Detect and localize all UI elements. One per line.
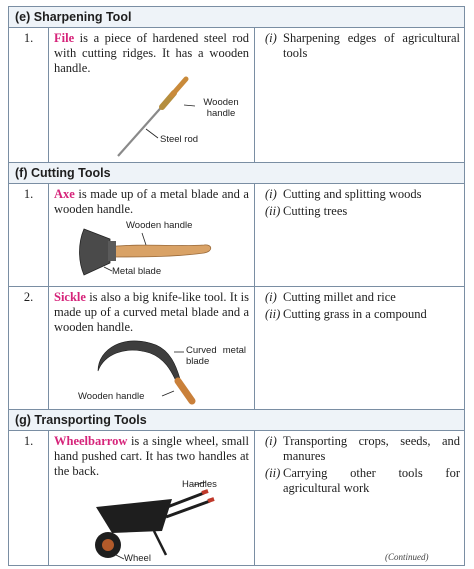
use-text: Cutting grass in a compound [283,307,427,321]
tools-table-page [8,6,464,566]
use-item [259,434,460,464]
use-item [259,187,460,202]
row-number: 2. [9,287,49,410]
continued-note: (Continued) [385,552,429,562]
wheelbarrow-tool-image [54,479,250,565]
tool-uses [255,184,465,287]
section-title: (e) Sharpening Tool [15,10,132,24]
use-numeral: (ii) [265,307,281,321]
tool-description [49,287,255,410]
tool-description [49,431,255,566]
use-text: Carrying other tools for agricultural work [283,466,461,495]
description-text: is made up of a metal blade and a wooden handle. [54,187,249,216]
table-row-axe [9,184,465,287]
axe-illustration [54,217,249,283]
tool-uses [255,28,465,163]
table-row-sickle [9,287,465,410]
label-wooden-handle: Wooden handle [203,97,239,119]
use-item [259,31,460,61]
use-item [259,204,460,219]
label-wooden-handle: Wooden handle [126,220,193,231]
tool-uses [255,287,465,410]
description-text: is also a big knife-like tool. It is made up of a curved metal blade and a wooden handle. [54,290,249,334]
section-title: (g) Transporting Tools [15,413,147,427]
tool-name: Sickle [54,290,86,304]
use-text: Sharpening edges of agricultural tools [283,31,461,60]
row-number: 1. [9,28,49,163]
use-numeral: (i) [265,187,277,201]
use-text: Cutting trees [283,204,348,218]
label-curved-metal-blade: Curved metal blade [186,345,246,367]
label-metal-blade: Metal blade [112,266,162,277]
file-illustration [54,76,249,158]
description-text: is a piece of hardened steel rod with cutting ridges. It has a wooden handle. [54,31,249,75]
tool-name: Axe [54,187,75,201]
wheelbarrow-illustration [54,479,249,565]
label-steel-rod: Steel rod [160,134,199,145]
tool-description [49,184,255,287]
tool-name: File [54,31,75,45]
tools-table [8,6,465,566]
use-item [259,290,460,305]
table-row-wheelbarrow [9,431,465,566]
tool-uses [255,431,465,566]
section-header-cutting [9,163,465,184]
use-numeral: (i) [265,290,277,304]
label-wooden-handle: Wooden handle [78,391,145,402]
label-wheel: Wheel [124,553,151,564]
use-text: Transporting crops, seeds, and manures [283,434,461,463]
label-handles: Handles [182,479,217,490]
table-row-file [9,28,465,163]
tool-name: Wheelbarrow [54,434,128,448]
use-text: Cutting and splitting woods [283,187,422,201]
use-text: Cutting millet and rice [283,290,396,304]
use-numeral: (ii) [265,204,281,218]
row-number: 1. [9,431,49,566]
use-numeral: (ii) [265,466,281,480]
sickle-illustration [54,335,249,407]
description-text: is a single wheel, small hand pushed cart. It has two handles at the back. [54,434,249,478]
use-item [259,307,460,322]
section-header-sharpening [9,7,465,28]
section-header-transporting [9,410,465,431]
use-numeral: (i) [265,434,277,448]
use-numeral: (i) [265,31,277,45]
use-item [259,466,460,496]
tool-description [49,28,255,163]
section-title: (f) Cutting Tools [15,166,111,180]
row-number: 1. [9,184,49,287]
